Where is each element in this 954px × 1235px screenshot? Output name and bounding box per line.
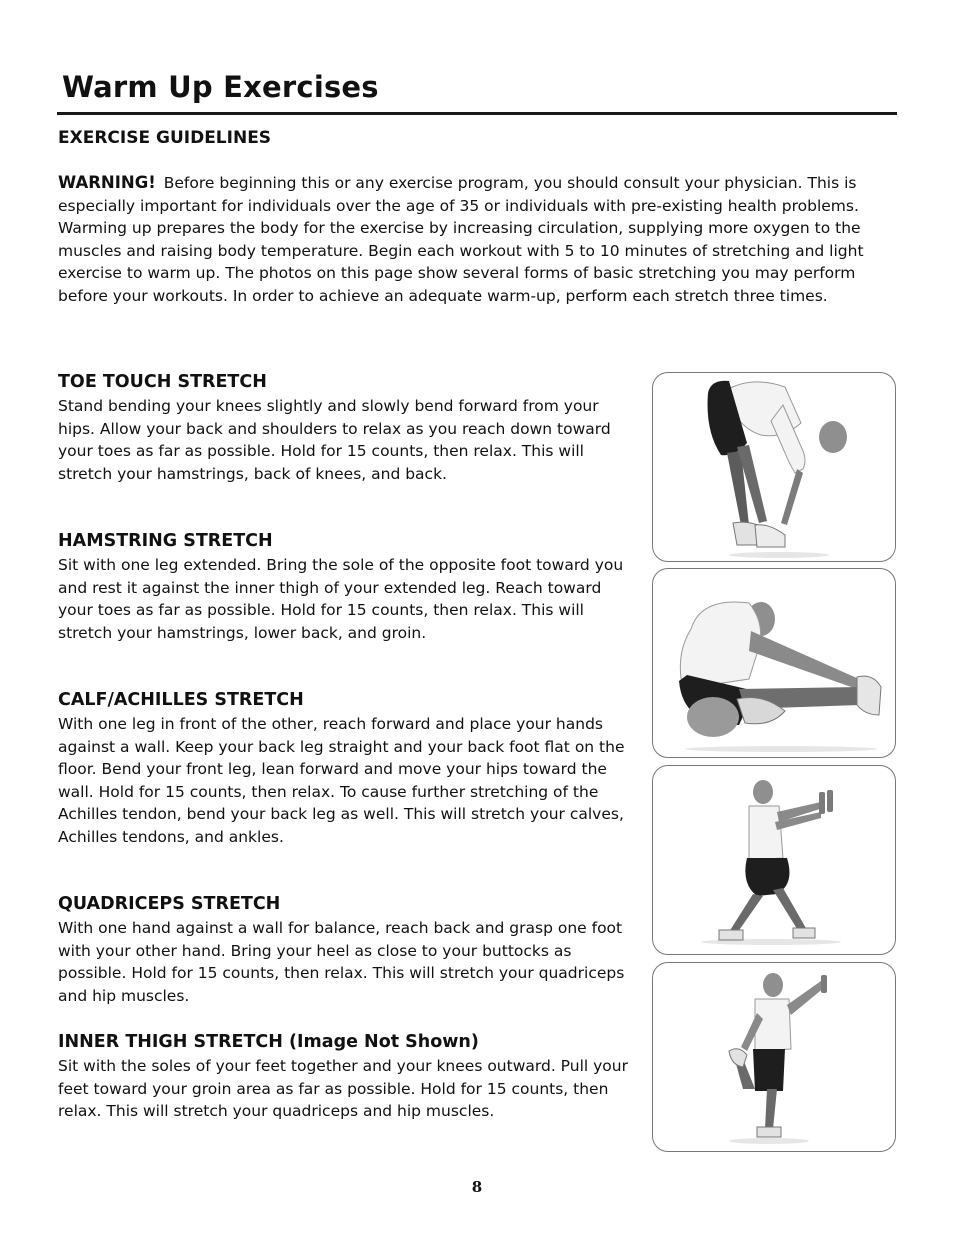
hamstring-section — [58, 529, 636, 644]
quadriceps-section — [58, 892, 636, 1007]
section-body: With one hand against a wall for balance, reach back and grasp one foot with your other hand. Bring your heel as close to your buttocks as possible. Hold for 15 counts, then relax. This will stretch your quadriceps and hip muscles. — [58, 919, 625, 1005]
section-heading: INNER THIGH STRETCH (Image Not Shown) — [58, 1032, 479, 1052]
page-number: 8 — [471, 1178, 483, 1196]
section-heading: TOE TOUCH STRETCH — [58, 372, 267, 392]
quadriceps-figure — [653, 963, 895, 1151]
inner-thigh-section — [58, 1030, 636, 1123]
guidelines-body — [58, 172, 898, 308]
warning-text: Before beginning this or any exercise program, you should consult your physician. This is especially important for individuals over the age of 35 or individuals with pre-existing health problems. — [58, 174, 859, 215]
quadriceps-photo — [652, 962, 896, 1152]
intro-paragraph: Warming up prepares the body for the exercise by increasing circulation, supplying more oxygen to the muscles and raising body temperature. Begin each workout with 5 to 10 minutes of stretching and light exercise to warm up. The photos on this page show several forms of basic stretching you may perform before your workouts. In order to achieve an adequate warm-up, perform each stretch three times. — [58, 219, 864, 305]
hamstring-photo — [652, 568, 896, 758]
section-heading: QUADRICEPS STRETCH — [58, 894, 281, 914]
toe-touch-figure — [653, 373, 895, 561]
calf-achilles-section — [58, 688, 636, 849]
warning-paragraph — [58, 172, 898, 217]
section-heading: HAMSTRING STRETCH — [58, 531, 273, 551]
warning-label: WARNING! — [58, 173, 156, 192]
toe-touch-section — [58, 370, 636, 485]
title-rule — [57, 112, 897, 115]
calf-achilles-figure — [653, 766, 895, 954]
section-body: Sit with one leg extended. Bring the sole of the opposite foot toward you and rest it against the inner thigh of your extended leg. Reach toward your toes as far as possible. Hold for 15 counts, then relax. This will stretch your hamstrings, lower back, and groin. — [58, 556, 624, 642]
calf-achilles-photo — [652, 765, 896, 955]
guidelines-heading: EXERCISE GUIDELINES — [58, 128, 272, 148]
section-heading: CALF/ACHILLES STRETCH — [58, 690, 304, 710]
section-body: Stand bending your knees slightly and slowly bend forward from your hips. Allow your back and shoulders to relax as you reach down toward your toes as far as possible. Hold for 15 counts, then relax. This will stretch your hamstrings, back of knees, and back. — [58, 397, 611, 483]
page-title: Warm Up Exercises — [62, 70, 379, 104]
toe-touch-photo — [652, 372, 896, 562]
section-body: Sit with the soles of your feet together and your knees outward. Pull your feet toward your groin area as far as possible. Hold for 15 counts, then relax. This will stretch your quadriceps and hip muscles. — [58, 1057, 628, 1121]
section-body: With one leg in front of the other, reach forward and place your hands against a wall. Keep your back leg straight and your back foot flat on the floor. Bend your front leg, lean forward and move your hips toward the wall. Hold for 15 counts, then relax. To cause further stretching of the Achilles tendon, bend your back leg as well. This will stretch your calves, Achilles tendons, and ankles. — [58, 715, 625, 846]
hamstring-figure — [653, 569, 895, 757]
